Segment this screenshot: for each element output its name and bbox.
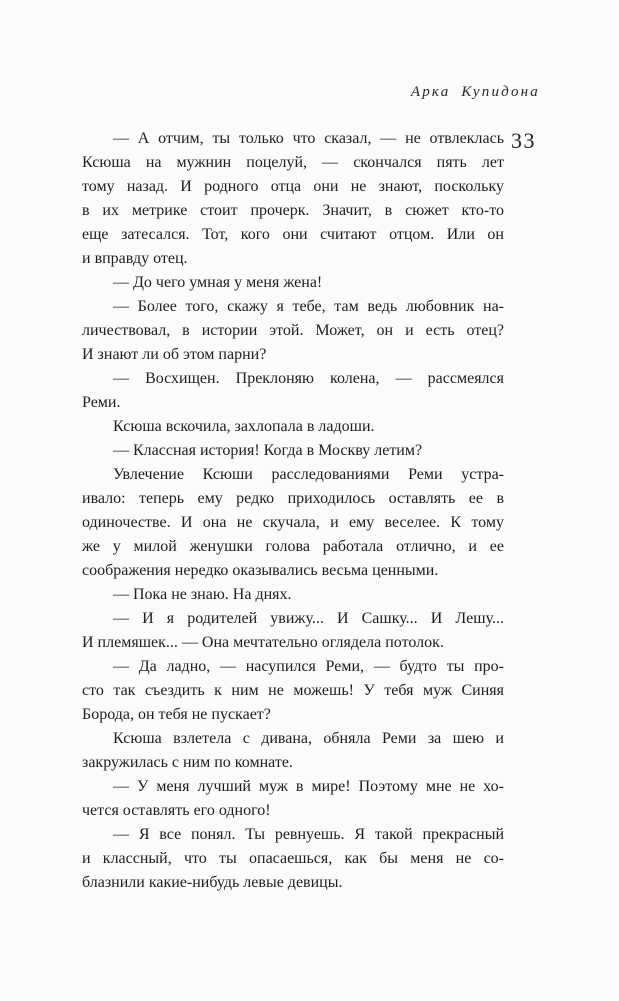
text-line: и вправду отец. [82,250,188,267]
text-line: Увлечение Ксюши расследованиями Реми устра- [113,466,504,483]
text-line: — Я все понял. Ты ревнуешь. Я такой прекрасный [113,826,504,843]
text-line: Борода, он тебя не пускает? [82,706,271,723]
text-line: Ксюша взлетела с дивана, обняла Реми за шею и [113,730,504,747]
text-line: — До чего умная у меня жена! [113,274,323,291]
text-line: же у милой женушки голова работала отлично, и ее [82,538,504,555]
text-line: закружилась с ним по комнате. [82,754,293,771]
text-line: блазнили какие-нибудь левые девицы. [82,874,343,891]
text-line: и классный, что ты опасаешься, как бы меня не со- [82,850,504,867]
text-line: — Пока не знаю. На днях. [113,586,292,603]
running-title: Арка Купидона [410,84,540,100]
text-line: Ксюша на мужнин поцелуй, — скончался пять лет [82,154,504,171]
text-line: И племяшек... — Она мечтательно оглядела потолок. [82,634,444,651]
text-line: — У меня лучший муж в мире! Поэтому мне не хо- [113,778,504,795]
text-line: — И я родителей увижу... И Сашку... И Лешу... [113,610,504,627]
text-line: Реми. [82,394,121,411]
text-line: личествовал, в истории этой. Может, он и есть отец? [82,322,504,339]
text-line: И знают ли об этом парни? [82,346,267,363]
text-line: тому назад. И родного отца они не знают, поскольку [82,178,504,195]
text-line: — Да ладно, — насупился Реми, — будто ты про- [113,658,504,675]
text-line: еще затесался. Тот, кого они считают отцом. Или он [82,226,504,243]
text-line: ивало: теперь ему редко приходилось оставлять ее в [82,490,504,507]
text-line: — Восхищен. Преклоняю колена, — рассмеялся [113,370,504,387]
text-line: соображения нередко оказывались весьма ценными. [82,562,439,579]
text-line: чется оставлять его одного! [82,802,271,819]
text-line: одиночестве. И она не скучала, и ему веселее. К тому [82,514,504,531]
body-text [82,127,504,895]
text-line: сто так съездить к ним не можешь! У тебя муж Синяя [82,682,504,699]
text-line: Ксюша вскочила, захлопала в ладоши. [113,418,375,435]
text-line: в их метрике стоит прочерк. Значит, в сюжет кто-то [82,202,504,219]
text-line: — Более того, скажу я тебе, там ведь любовник на- [113,298,504,315]
text-line: — А отчим, ты только что сказал, — не отвлеклась [113,130,504,147]
text-line: — Классная история! Когда в Москву летим? [113,442,423,459]
page-number: 33 [511,128,536,153]
